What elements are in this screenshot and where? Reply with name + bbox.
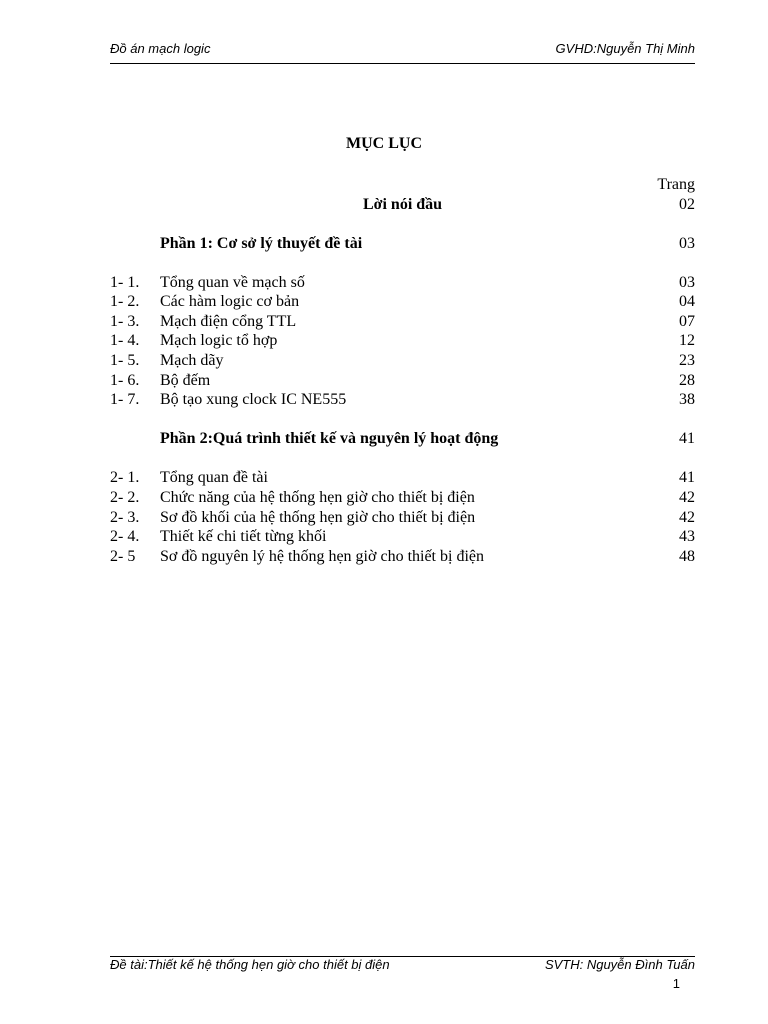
toc-entry-number: 1- 1.	[110, 274, 140, 291]
toc-entry-page: 41	[679, 469, 695, 486]
toc-entry-page: 38	[679, 391, 695, 408]
toc-entry-text: Sơ đồ nguyên lý hệ thống hẹn giờ cho thiết bị điện	[160, 548, 484, 565]
toc-entry-page: 04	[679, 293, 695, 310]
footer-right: SVTH: Nguyễn Đình Tuấn	[544, 957, 695, 972]
toc-preface	[110, 195, 695, 215]
toc-part-page: 41	[679, 430, 695, 447]
toc-entry-text: Bộ đếm	[160, 372, 211, 389]
toc-entry	[110, 273, 695, 293]
toc-entry-number: 1- 6.	[110, 372, 140, 389]
footer-left: Đề tài:Thiết kế hệ thống hẹn giờ cho thiết bị điện	[110, 957, 390, 972]
header-left: Đồ án mạch logic	[110, 41, 211, 56]
header-rule	[110, 63, 695, 64]
toc-entry-text: Tổng quan đề tài	[160, 469, 268, 486]
toc-entry-page: 28	[679, 372, 695, 389]
toc-entry-number: 1- 2.	[110, 293, 140, 310]
toc-entry-number: 2- 5	[110, 548, 136, 565]
toc-entry-number: 1- 4.	[110, 332, 140, 349]
toc-preface-label: Lời nói đầu	[362, 196, 443, 213]
toc-entry-text: Thiết kế chi tiết từng khối	[160, 528, 327, 545]
page-number: 1	[672, 976, 680, 991]
toc-entry-page: 42	[679, 509, 695, 526]
toc-entry	[110, 292, 695, 312]
toc-entry	[110, 312, 695, 332]
page-column-label-row	[110, 175, 695, 195]
toc-entry	[110, 527, 695, 547]
toc-entry-page: 42	[679, 489, 695, 506]
toc-part-heading	[110, 429, 695, 449]
toc-entry-text: Bộ tạo xung clock IC NE555	[160, 391, 347, 408]
toc-entry	[110, 390, 695, 410]
toc-entry	[110, 508, 695, 528]
toc-entry-number: 2- 2.	[110, 489, 140, 506]
toc-entry-page: 23	[679, 352, 695, 369]
toc-entry-number: 1- 5.	[110, 352, 140, 369]
toc-entry-text: Sơ đồ khối của hệ thống hẹn giờ cho thiết bị điện	[160, 509, 476, 526]
toc-entry-text: Các hàm logic cơ bản	[160, 293, 300, 310]
toc-entry	[110, 351, 695, 371]
toc-entry-number: 1- 7.	[110, 391, 140, 408]
toc-entry-number: 2- 3.	[110, 509, 140, 526]
toc-part-heading	[110, 234, 695, 254]
toc-entry	[110, 371, 695, 391]
toc-entry	[110, 331, 695, 351]
toc-entry-page: 43	[679, 528, 695, 545]
toc-entry-page: 48	[679, 548, 695, 565]
toc-entry-text: Mạch điện cổng TTL	[160, 313, 297, 330]
page-footer	[110, 957, 695, 977]
toc-entry-page: 12	[679, 332, 695, 349]
toc-entry-number: 2- 4.	[110, 528, 140, 545]
toc-title: MỤC LỤC	[346, 135, 422, 152]
toc-entry	[110, 468, 695, 488]
page-column-label: Trang	[657, 176, 695, 193]
toc-entry-number: 2- 1.	[110, 469, 140, 486]
toc-part-page: 03	[679, 235, 695, 252]
toc-part-label: Phần 2:Quá trình thiết kế và nguyên lý hoạt động	[160, 430, 499, 447]
toc-entry-page: 03	[679, 274, 695, 291]
toc-preface-page: 02	[679, 196, 695, 213]
toc-entry	[110, 488, 695, 508]
page-header	[110, 41, 695, 63]
toc-entry-page: 07	[679, 313, 695, 330]
toc-entry-number: 1- 3.	[110, 313, 140, 330]
toc-entry-text: Mạch dãy	[160, 352, 224, 369]
toc-part-label: Phần 1: Cơ sở lý thuyết đề tài	[160, 235, 363, 252]
header-right: GVHD:Nguyễn Thị Minh	[555, 41, 695, 56]
toc-entry-text: Mạch logic tổ hợp	[160, 332, 278, 349]
toc-entry-text: Chức năng của hệ thống hẹn giờ cho thiết bị điện	[160, 489, 475, 506]
toc-entry	[110, 547, 695, 567]
toc-entry-text: Tổng quan về mạch số	[160, 274, 305, 291]
